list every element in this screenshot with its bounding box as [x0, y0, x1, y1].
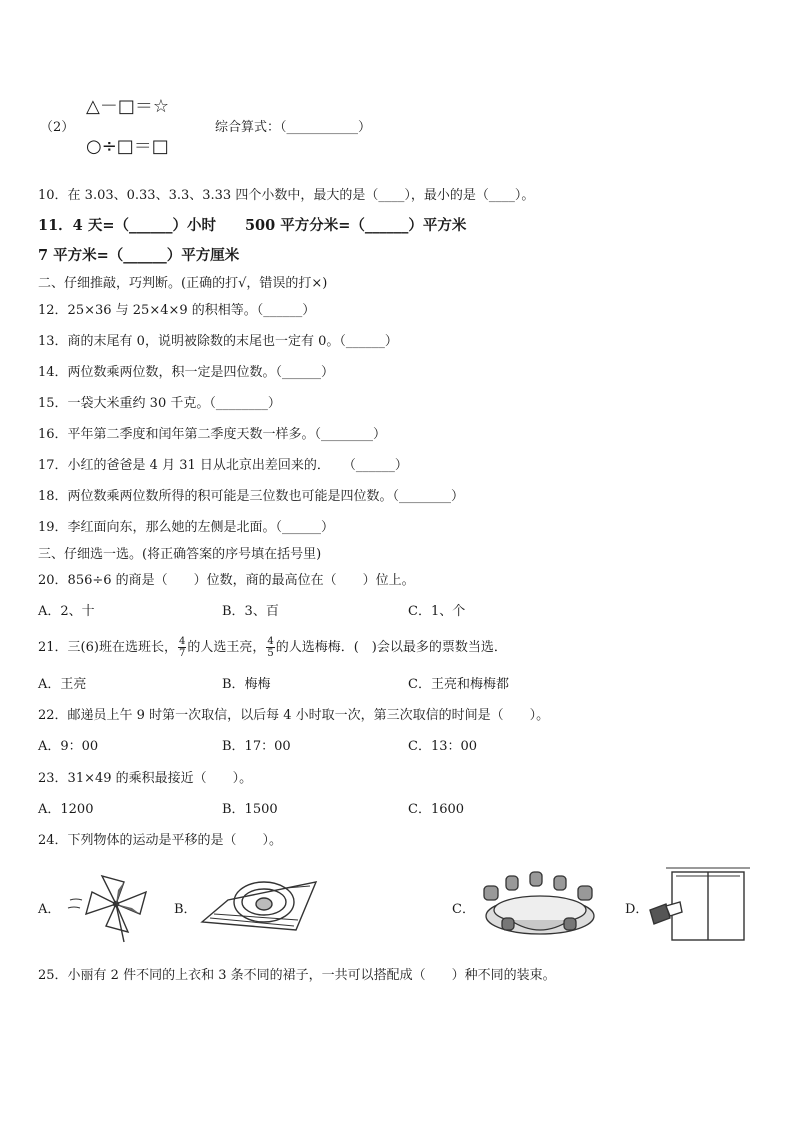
question-11-line-1: 11．4 天=（______）小时 500 平方分米=（______）平方米 [38, 217, 467, 234]
section-3-heading: 三、仔细选一选。(将正确答案的序号填在括号里) [38, 547, 322, 562]
question-13: 13．商的末尾有 0，说明被除数的末尾也一定有 0。（______） [38, 334, 398, 349]
question-12: 12．25×36 与 25×4×9 的积相等。（______） [38, 303, 316, 318]
question-17: 17．小红的爸爸是 4 月 31 日从北京出差回来的． （______） [38, 458, 408, 473]
question-23-option-c: C．1600 [408, 802, 465, 817]
question-20-option-a: A．2、十 [38, 604, 95, 619]
question-24-option-c: C． [452, 902, 475, 917]
question-24-option-a: A． [38, 902, 61, 917]
fraction-denominator: 7 [178, 648, 186, 659]
question-24-option-d: D． [625, 902, 649, 917]
question-10: 10．在 3.03、0.33、3.3、3.33 四个小数中，最大的是（____），最小的是（____）。 [38, 188, 535, 203]
question-14: 14．两位数乘两位数，积一定是四位数。（______） [38, 365, 335, 380]
question-24-option-b: B． [174, 902, 197, 917]
question-19: 19．李红面向东，那么她的左侧是北面。（______） [38, 520, 335, 535]
question-20-option-b: B．3、百 [222, 604, 279, 619]
question-20: 20．856÷6 的商是（ ）位数，商的最高位在（ ）位上。 [38, 573, 415, 588]
question-22-option-b: B．17：00 [222, 739, 291, 754]
question-21 [38, 633, 507, 663]
fraction-4-7 [178, 636, 186, 659]
question-21-option-b: B．梅梅 [222, 677, 271, 692]
q9-equation-1: △－□＝☆ [86, 96, 169, 117]
steering-wheel-icon [200, 870, 318, 938]
question-25: 25．小丽有 2 件不同的上衣和 3 条不同的裙子，一共可以搭配成（ ）种不同的装束。 [38, 968, 556, 983]
question-24: 24．下列物体的运动是平移的是（ ）。 [38, 833, 283, 848]
carousel-icon [474, 868, 606, 942]
question-22-option-a: A．9：00 [38, 739, 99, 754]
question-21-option-a: A．王亮 [38, 677, 87, 692]
sliding-window-icon [646, 866, 752, 944]
question-11-line-2: 7 平方米=（______）平方厘米 [38, 247, 240, 264]
fraction-numerator: 4 [267, 636, 274, 647]
question-23-option-b: B．1500 [222, 802, 278, 817]
question-22: 22．邮递员上午 9 时第一次取信，以后每 4 小时取一次，第三次取信的时间是（ ）。 [38, 708, 550, 723]
question-21-suffix: 的人选梅梅．( )会以最多的票数当选． [275, 640, 507, 655]
q9-combined-formula: 综合算式：（___________） [215, 120, 372, 135]
pinwheel-icon [62, 866, 168, 944]
question-21-middle: 的人选王亮， [187, 640, 266, 655]
q9-label: （2） [40, 120, 75, 135]
q9-equation-2: ○÷□＝□ [86, 136, 169, 157]
question-18: 18．两位数乘两位数所得的积可能是三位数也可能是四位数。（________） [38, 489, 465, 504]
question-22-option-c: C．13：00 [408, 739, 478, 754]
fraction-numerator: 4 [178, 636, 186, 647]
question-21-prefix: 21．三(6)班在选班长， [38, 640, 177, 655]
question-20-option-c: C．1、个 [408, 604, 466, 619]
question-15: 15．一袋大米重约 30 千克。（________） [38, 396, 281, 411]
section-2-heading: 二、仔细推敲，巧判断。(正确的打√，错误的打×) [38, 276, 328, 291]
question-23: 23．31×49 的乘积最接近（ ）。 [38, 771, 253, 786]
fraction-denominator: 5 [267, 648, 274, 659]
question-23-option-a: A．1200 [38, 802, 94, 817]
fraction-4-5 [266, 636, 274, 659]
question-21-option-c: C．王亮和梅梅都 [408, 677, 509, 692]
question-16: 16．平年第二季度和闰年第二季度天数一样多。（________） [38, 427, 387, 442]
